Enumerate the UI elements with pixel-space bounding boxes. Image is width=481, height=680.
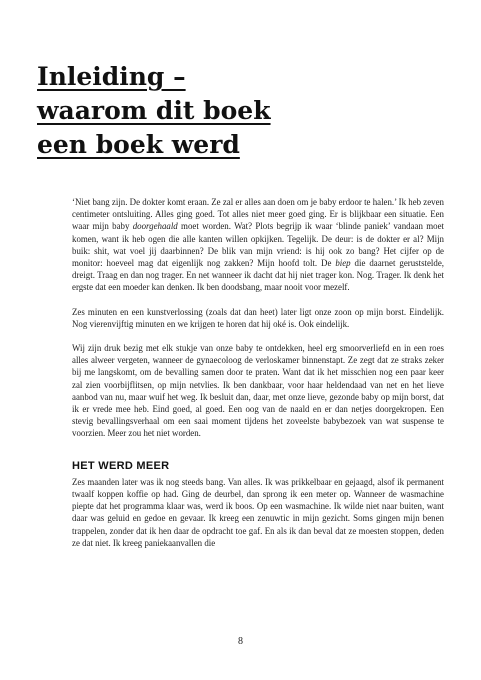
paragraph	[72, 342, 444, 440]
chapter-title	[37, 60, 337, 162]
paragraph-text: moet worden. Wat? Plots begrijp ik waar ‘blinde paniek’ vandaan moet komen, want ik heb ogen die alle kanten willen opkijken. Tegelijk. De deur: is de dokter er al? Mijn buik: shit, wat voel jij daarbinnen? De blik van mijn vriend: is hij ook zo bang? Het cijfer op de monitor: hoeveel mag dat eigenlijk nog zakken? Mijn hoofd tolt. De	[72, 221, 444, 269]
paragraph-text: die daarnet geruststelde, dreigt. Traag en dan nog trager. En net wanneer ik dacht dat hij niet trager kon. Nog. Trager. Ik denk het ergste dat een moeder kan denken. Ik ben doodsbang, maar nooit voor mezelf.	[72, 258, 444, 293]
chapter-title-line-3: een boek werd	[37, 130, 240, 159]
paragraph-text: Zes minuten en een kunstverlossing (zoals dat dan heet) later ligt onze zoon op mijn borst. Eindelijk. Nog vierenvijftig minuten en we krijgen te horen dat hij oké is. Ook eindelijk.	[72, 306, 444, 329]
intro-paragraphs	[72, 196, 444, 440]
paragraph	[72, 196, 444, 294]
italic-text: biep	[335, 258, 351, 269]
section-paragraph: Zes maanden later was ik nog steeds bang. Van alles. Ik was prikkelbaar en gejaagd, alsof ik permanent twaalf koppen koffie op had. Ging de deurbel, dan sprong ik een meter op. Wanneer de wasmachine piepte dat het programma klaar was, werd ik boos. Op een wasmachine. Ik wilde niet naar buiten, want daar was geluid en gedoe en gevaar. Ik kreeg een zenuwtic in mijn gezicht. Soms gingen mijn benen trappelen, zonder dat ik hen daar de opdracht toe gaf. En als ik dan beval dat ze moesten stoppen, deden ze dat niet. Ik kreeg paniekaanvallen die	[72, 476, 444, 548]
chapter-title-line-2: waarom dit boek	[37, 96, 271, 125]
section-heading: HET WERD MEER	[72, 459, 170, 472]
page-number: 8	[238, 636, 243, 647]
italic-text: doorgehaald	[132, 221, 178, 232]
body-text	[72, 196, 444, 549]
paragraph-text: ‘Niet bang zijn. De dokter komt eraan. Ze zal er alles aan doen om je baby erdoor te halen.’ Ik heb zeven centimeter ontsluiting. Alles ging goed. Tot alles niet meer goed ging. Er is blijkbaar een situatie. Een waar mijn baby	[72, 197, 444, 232]
paragraph-text: Wij zijn druk bezig met elk stukje van onze baby te ontdekken, heel erg smoorverliefd en in een roes alles alweer vergeten, wanneer de gynaecoloog de verloskamer binnenstapt. Ze zegt dat ze straks zeker bij me langskomt, om de bevalling samen door te praten. Want dat ik het misschien nog een paar keer zal zien voorbijflitsen, op mijn netvlies. Ik ben dankbaar, voor haar heldendaad van net en het lieve aanbod van nu, maar wuif het weg. Ik besluit dan, daar, met onze lieve, gezonde baby op mijn borst, dat ik er vrede mee heb. Eind goed, al goed. Een oog van de naald en er dan netjes doorgekropen. Een stevig bevallingsverhaal om een saai moment tijdens het zoveelste babybezoek van wat suspense te voorzien. Meer zou het niet worden.	[72, 343, 444, 439]
paragraph	[72, 306, 444, 330]
chapter-title-line-1: Inleiding –	[37, 62, 186, 91]
